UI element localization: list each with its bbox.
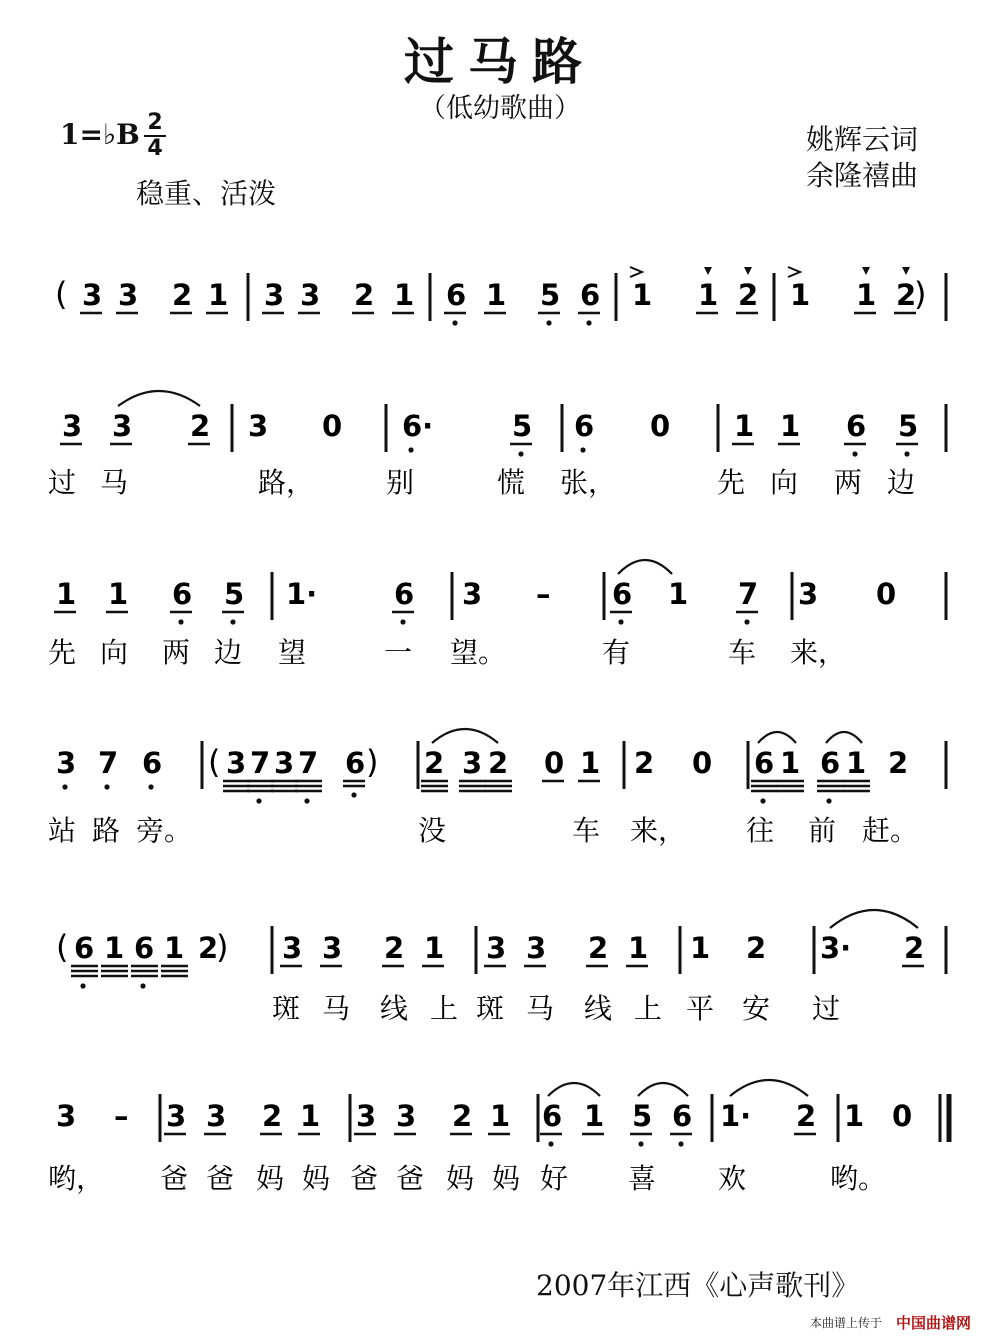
note: 6: [612, 577, 633, 611]
lyric: 两: [162, 636, 191, 669]
lyric: 来，: [790, 636, 847, 669]
low-octave-dot: [408, 447, 413, 452]
note: 1·: [286, 577, 318, 611]
note: 1: [628, 931, 649, 965]
lyric: 平: [686, 992, 715, 1025]
note: 1: [208, 278, 229, 312]
low-octave-dot: [304, 798, 309, 803]
note: 1: [490, 1099, 511, 1133]
slur: [830, 910, 918, 928]
note: 3: [274, 746, 295, 780]
note: 6: [672, 1099, 693, 1133]
lyric: 一: [384, 636, 413, 669]
note: 1·: [720, 1099, 752, 1133]
lyric: 往: [746, 814, 775, 847]
lyric: 欢: [718, 1162, 747, 1195]
note: 2: [888, 746, 909, 780]
note: 2: [634, 746, 655, 780]
tempo-marking: 稳重、活泼: [136, 177, 277, 210]
composer-credit: 余隆禧曲: [805, 159, 918, 192]
note: 3: [248, 409, 269, 443]
staccato-mark: [902, 267, 910, 275]
lyric: 斑: [272, 992, 301, 1025]
note: 2: [588, 931, 609, 965]
low-octave-dot: [580, 447, 585, 452]
note: 6: [134, 931, 155, 965]
note: 2: [896, 278, 917, 312]
note: 3: [226, 746, 247, 780]
low-octave-dot: [140, 983, 145, 988]
note: 6: [542, 1099, 563, 1133]
note: 1: [790, 278, 811, 312]
slur: [758, 732, 796, 743]
note: 3: [526, 931, 547, 965]
note: 1: [856, 278, 877, 312]
lyric: 哟，: [48, 1162, 105, 1195]
note: 6: [754, 746, 775, 780]
note: 1: [300, 1099, 321, 1133]
song-title: 过马路: [404, 33, 596, 91]
note: 5: [224, 577, 245, 611]
note: 6: [394, 577, 415, 611]
note: 1: [698, 278, 719, 312]
note: 0: [692, 746, 713, 780]
low-octave-dot: [852, 451, 857, 456]
note: 6: [580, 278, 601, 312]
note: 2: [172, 278, 193, 312]
low-octave-dot: [518, 451, 523, 456]
note: 2: [262, 1099, 283, 1133]
parenthesis: ): [914, 275, 927, 313]
note: 0: [322, 409, 343, 443]
slur: [618, 560, 672, 574]
lyric: 慌: [497, 466, 526, 499]
lyric: 旁。: [136, 814, 193, 847]
note: 3: [206, 1099, 227, 1133]
low-octave-dot: [148, 784, 153, 789]
note: 2: [746, 931, 767, 965]
lyric: 上: [634, 992, 663, 1025]
low-octave-dot: [760, 798, 765, 803]
lyric: 边: [214, 636, 243, 669]
lyric: 妈: [492, 1162, 521, 1195]
note: 3: [462, 746, 483, 780]
note: –: [536, 577, 551, 611]
note: 6: [74, 931, 95, 965]
slur: [730, 1080, 808, 1096]
note: 2: [738, 278, 759, 312]
note: 0: [544, 746, 565, 780]
lyric: 安: [742, 992, 771, 1025]
slur: [432, 729, 498, 743]
low-octave-dot: [586, 320, 591, 325]
parenthesis: ): [216, 928, 229, 966]
parenthesis: ): [366, 743, 379, 781]
note: 6: [820, 746, 841, 780]
note: 1: [394, 278, 415, 312]
slur: [548, 1083, 600, 1096]
note: 1: [632, 278, 653, 312]
note: 1: [580, 746, 601, 780]
lyric: 爸: [206, 1162, 235, 1195]
note: 3: [462, 577, 483, 611]
note: 5: [898, 409, 919, 443]
low-octave-dot: [230, 619, 235, 624]
note: 1: [486, 278, 507, 312]
lyric: 前: [808, 814, 837, 847]
note: 3: [486, 931, 507, 965]
lyric: 先: [48, 636, 77, 669]
low-octave-dot: [546, 320, 551, 325]
note: 3: [322, 931, 343, 965]
note: 3: [396, 1099, 417, 1133]
lyric: 向: [770, 466, 799, 499]
lyric: 两: [834, 466, 863, 499]
staccato-mark: [704, 267, 712, 275]
lyric: 边: [887, 466, 916, 499]
note: 0: [876, 577, 897, 611]
lyric: 张，: [560, 466, 617, 499]
lyric: 马: [526, 992, 555, 1025]
note: 1: [690, 931, 711, 965]
parenthesis: (: [56, 928, 69, 966]
note: 6: [345, 746, 366, 780]
lyric: 车: [728, 636, 757, 669]
note: 1: [844, 1099, 865, 1133]
note: 0: [892, 1099, 913, 1133]
lyric: 妈: [256, 1162, 285, 1195]
note: 2: [904, 931, 925, 965]
lyric: 哟。: [830, 1162, 887, 1195]
note: 3: [82, 278, 103, 312]
lyric: 来，: [630, 814, 687, 847]
note: 2: [190, 409, 211, 443]
time-signature-top: 2: [147, 110, 163, 135]
low-octave-dot: [548, 1141, 553, 1146]
low-octave-dot: [826, 798, 831, 803]
low-octave-dot: [178, 619, 183, 624]
lyric: 好: [540, 1162, 569, 1195]
lyric: 马: [100, 466, 129, 499]
slur: [826, 732, 862, 743]
song-subtitle: （低幼歌曲）: [419, 93, 581, 124]
note: 7: [738, 577, 759, 611]
lyric: 爸: [396, 1162, 425, 1195]
lyric: 妈: [446, 1162, 475, 1195]
lyric: 望。: [450, 636, 507, 669]
key-signature: 1=♭B: [60, 118, 140, 151]
lyric: 妈: [302, 1162, 331, 1195]
low-octave-dot: [618, 619, 623, 624]
accent-mark: [630, 267, 642, 277]
note: 6: [446, 278, 467, 312]
lyric: 喜: [628, 1162, 657, 1195]
slur: [118, 391, 200, 406]
low-octave-dot: [104, 784, 109, 789]
note: 3: [166, 1099, 187, 1133]
note: 6: [172, 577, 193, 611]
note: 6: [846, 409, 867, 443]
site-watermark: 中国曲谱网: [896, 1314, 972, 1332]
staccato-mark: [862, 267, 870, 275]
note: 1: [424, 931, 445, 965]
note: 1: [164, 931, 185, 965]
note: 7: [298, 746, 319, 780]
low-octave-dot: [80, 983, 85, 988]
note: 7: [98, 746, 119, 780]
note: 3: [264, 278, 285, 312]
note: 5: [632, 1099, 653, 1133]
note: 1: [780, 409, 801, 443]
low-octave-dot: [638, 1141, 643, 1146]
note: 3: [62, 409, 83, 443]
lyric: 赶。: [862, 814, 919, 847]
note: 2: [384, 931, 405, 965]
lyric: 爸: [160, 1162, 189, 1195]
note: 1: [668, 577, 689, 611]
note: 3: [56, 1099, 77, 1133]
lyric: 过: [48, 466, 77, 499]
slur: [638, 1083, 688, 1096]
note: 1: [780, 746, 801, 780]
note: 5: [512, 409, 533, 443]
note: 2: [424, 746, 445, 780]
lyric: 过: [812, 992, 841, 1025]
note: –: [114, 1099, 129, 1133]
low-octave-dot: [351, 792, 356, 797]
lyric: 望: [278, 636, 307, 669]
note: 1: [56, 577, 77, 611]
note: 3: [56, 746, 77, 780]
note: 0: [650, 409, 671, 443]
note: 1: [584, 1099, 605, 1133]
lyric: 路: [92, 814, 121, 847]
note: 3·: [820, 931, 852, 965]
lyric: 线: [380, 992, 409, 1025]
note: 3: [118, 278, 139, 312]
parenthesis: (: [208, 743, 221, 781]
upload-note: 本曲谱上传于: [810, 1316, 883, 1330]
note: 5: [540, 278, 561, 312]
lyric: 没: [418, 814, 447, 847]
low-octave-dot: [256, 798, 261, 803]
lyric: 别: [386, 466, 415, 499]
note: 1: [846, 746, 867, 780]
note: 2: [488, 746, 509, 780]
lyric: 上: [430, 992, 459, 1025]
lyricist-credit: 姚辉云词: [805, 123, 918, 156]
low-octave-dot: [452, 320, 457, 325]
note: 7: [250, 746, 271, 780]
note: 3: [282, 931, 303, 965]
staccato-mark: [744, 267, 752, 275]
lyric: 车: [572, 814, 601, 847]
note: 1: [734, 409, 755, 443]
note: 1: [108, 577, 129, 611]
lyric: 路，: [258, 466, 315, 499]
lyric: 站: [48, 814, 77, 847]
lyric: 先: [717, 466, 746, 499]
note: 3: [300, 278, 321, 312]
source-credit: 2007年江西《心声歌刊》: [536, 1269, 860, 1302]
low-octave-dot: [678, 1141, 683, 1146]
low-octave-dot: [744, 619, 749, 624]
lyric: 马: [322, 992, 351, 1025]
note: 3: [356, 1099, 377, 1133]
note: 3: [798, 577, 819, 611]
note: 6: [574, 409, 595, 443]
note: 2: [354, 278, 375, 312]
lyric: 有: [602, 636, 631, 669]
note: 2: [452, 1099, 473, 1133]
lyric: 爸: [350, 1162, 379, 1195]
note: 2: [796, 1099, 817, 1133]
accent-mark: [788, 267, 800, 277]
lyric: 向: [100, 636, 129, 669]
low-octave-dot: [62, 784, 67, 789]
note: 3: [112, 409, 133, 443]
time-signature-bottom: 4: [147, 136, 163, 161]
lyric: 斑: [476, 992, 505, 1025]
note: 2: [198, 931, 219, 965]
lyric: 线: [584, 992, 613, 1025]
parenthesis: (: [55, 275, 68, 313]
note: 1: [104, 931, 125, 965]
low-octave-dot: [400, 619, 405, 624]
low-octave-dot: [904, 451, 909, 456]
note: 6·: [402, 409, 434, 443]
note: 6: [142, 746, 163, 780]
